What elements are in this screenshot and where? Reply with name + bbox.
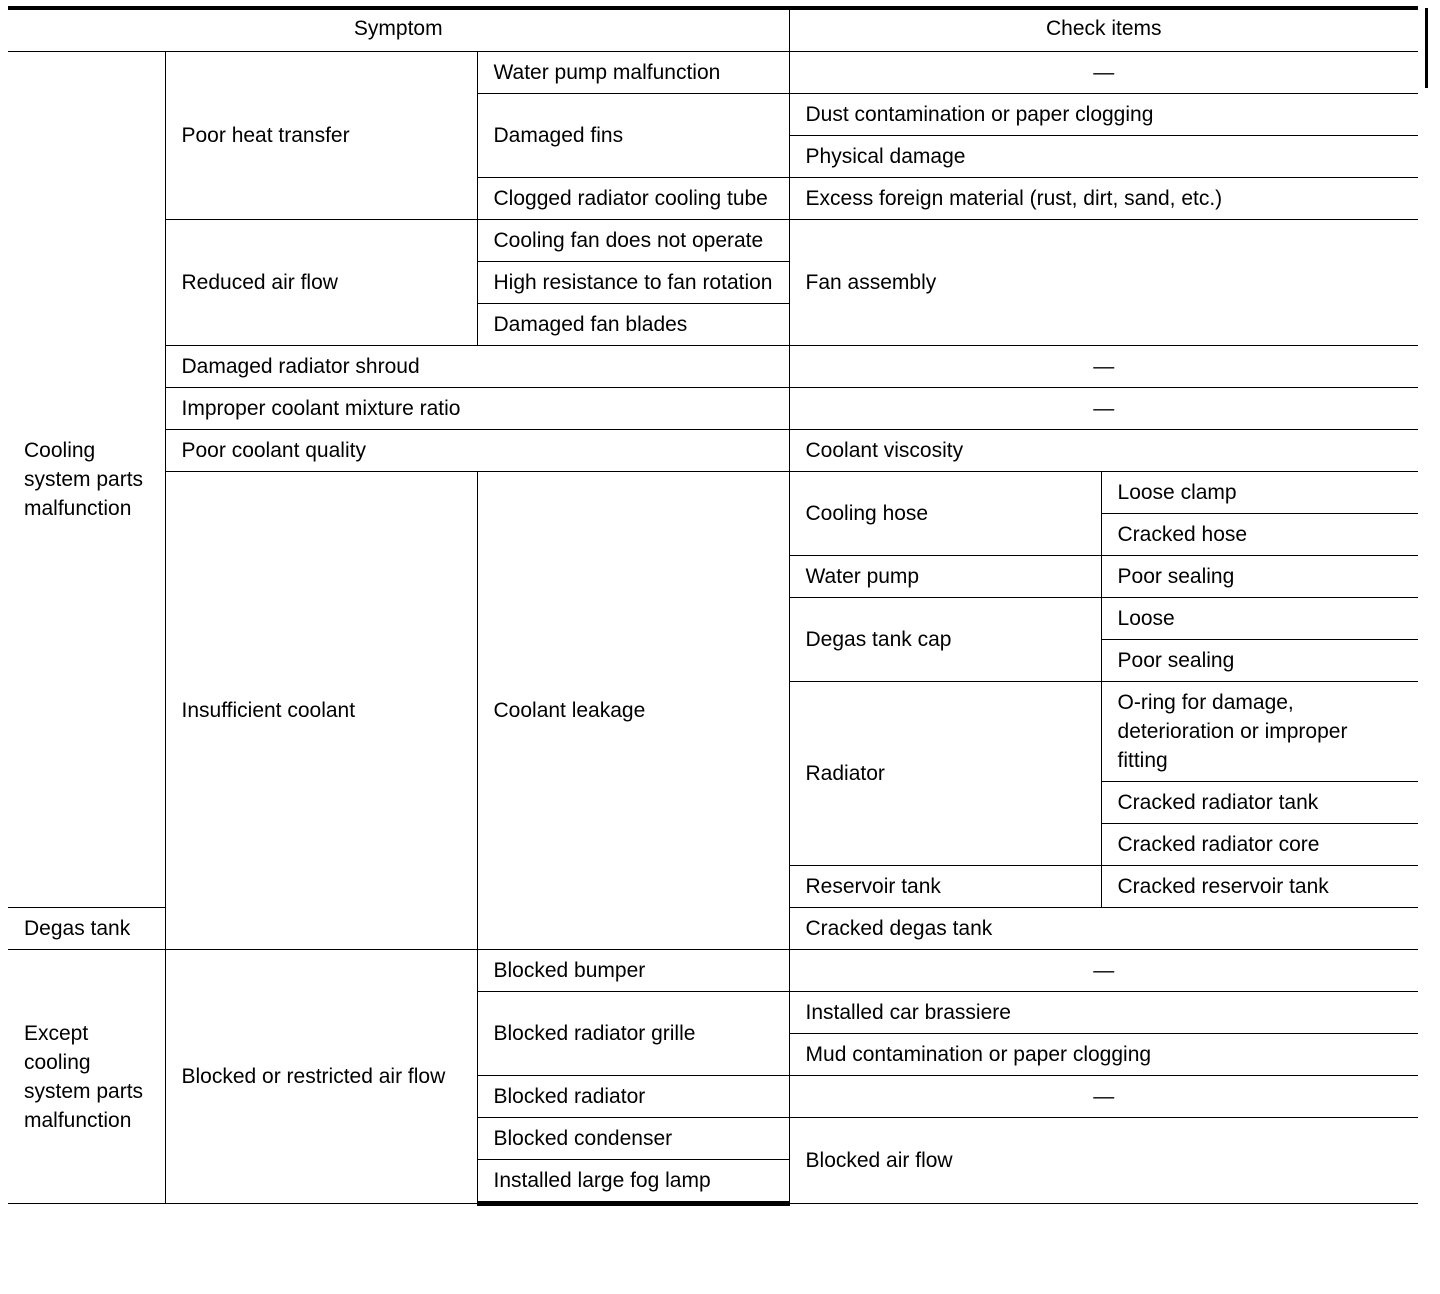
table-row xyxy=(8,430,1418,472)
poor-coolant-quality: Poor coolant quality xyxy=(165,430,789,472)
excess-foreign-material: Excess foreign material (rust, dirt, sand, etc.) xyxy=(789,178,1418,220)
damaged-fan-blades: Damaged fan blades xyxy=(477,304,789,346)
coolant-viscosity: Coolant viscosity xyxy=(789,430,1418,472)
dash-cell: — xyxy=(789,1076,1418,1118)
fan-does-not-operate: Cooling fan does not operate xyxy=(477,220,789,262)
blocked-bumper: Blocked bumper xyxy=(477,950,789,992)
symptom-header: Symptom xyxy=(8,8,789,52)
water-pump: Water pump xyxy=(789,556,1101,598)
table-row xyxy=(8,388,1418,430)
dust-contamination: Dust contamination or paper clogging xyxy=(789,94,1418,136)
group-except-cooling: Except cooling system parts malfunction xyxy=(8,950,165,1204)
reservoir-tank: Reservoir tank xyxy=(789,866,1101,908)
table-row xyxy=(8,950,1418,992)
degas-tank: Degas tank xyxy=(8,908,165,950)
cooling-hose: Cooling hose xyxy=(789,472,1101,556)
insufficient-coolant: Insufficient coolant xyxy=(165,472,477,950)
blocked-radiator: Blocked radiator xyxy=(477,1076,789,1118)
clogged-cooling-tube: Clogged radiator cooling tube xyxy=(477,178,789,220)
mud-contamination: Mud contamination or paper clogging xyxy=(789,1034,1418,1076)
table-row xyxy=(8,52,1418,94)
dash-cell: — xyxy=(789,346,1418,388)
degas-tank-cap: Degas tank cap xyxy=(789,598,1101,682)
dash-cell: — xyxy=(789,388,1418,430)
cracked-radiator-core: Cracked radiator core xyxy=(1101,824,1418,866)
poor-heat-transfer: Poor heat transfer xyxy=(165,52,477,220)
installed-car-brassiere: Installed car brassiere xyxy=(789,992,1418,1034)
loose: Loose xyxy=(1101,598,1418,640)
cracked-reservoir-tank: Cracked reservoir tank xyxy=(1101,866,1418,908)
dash-cell: — xyxy=(789,52,1418,94)
damaged-fins: Damaged fins xyxy=(477,94,789,178)
blocked-radiator-grille: Blocked radiator grille xyxy=(477,992,789,1076)
dash-cell: — xyxy=(789,950,1418,992)
blocked-air-flow: Blocked air flow xyxy=(789,1118,1418,1204)
group-cooling-system: Cooling system parts malfunction xyxy=(8,52,165,908)
reduced-air-flow: Reduced air flow xyxy=(165,220,477,346)
coolant-leakage: Coolant leakage xyxy=(477,472,789,950)
physical-damage: Physical damage xyxy=(789,136,1418,178)
cracked-hose: Cracked hose xyxy=(1101,514,1418,556)
cracked-degas-tank: Cracked degas tank xyxy=(789,908,1101,950)
table-row xyxy=(8,220,1418,262)
table-row xyxy=(8,472,1418,514)
water-pump-malfunction: Water pump malfunction xyxy=(477,52,789,94)
radiator: Radiator xyxy=(789,682,1101,866)
blocked-restricted-air-flow: Blocked or restricted air flow xyxy=(165,950,477,1204)
high-resistance-fan: High resistance to fan rotation xyxy=(477,262,789,304)
table-row xyxy=(8,346,1418,388)
cracked-radiator-tank: Cracked radiator tank xyxy=(1101,782,1418,824)
symptom-check-table xyxy=(8,6,1418,1206)
o-ring-check: O-ring for damage, deterioration or improper fitting xyxy=(1101,682,1418,782)
blocked-condenser: Blocked condenser xyxy=(477,1118,789,1160)
margin-mark xyxy=(1425,8,1428,88)
poor-sealing: Poor sealing xyxy=(1101,556,1418,598)
check-items-header: Check items xyxy=(789,8,1418,52)
fan-assembly: Fan assembly xyxy=(789,220,1418,346)
installed-fog-lamp: Installed large fog lamp xyxy=(477,1160,789,1204)
poor-sealing-cap: Poor sealing xyxy=(1101,640,1418,682)
improper-mixture-ratio: Improper coolant mixture ratio xyxy=(165,388,789,430)
header-row xyxy=(8,8,1418,52)
damaged-radiator-shroud: Damaged radiator shroud xyxy=(165,346,789,388)
loose-clamp: Loose clamp xyxy=(1101,472,1418,514)
